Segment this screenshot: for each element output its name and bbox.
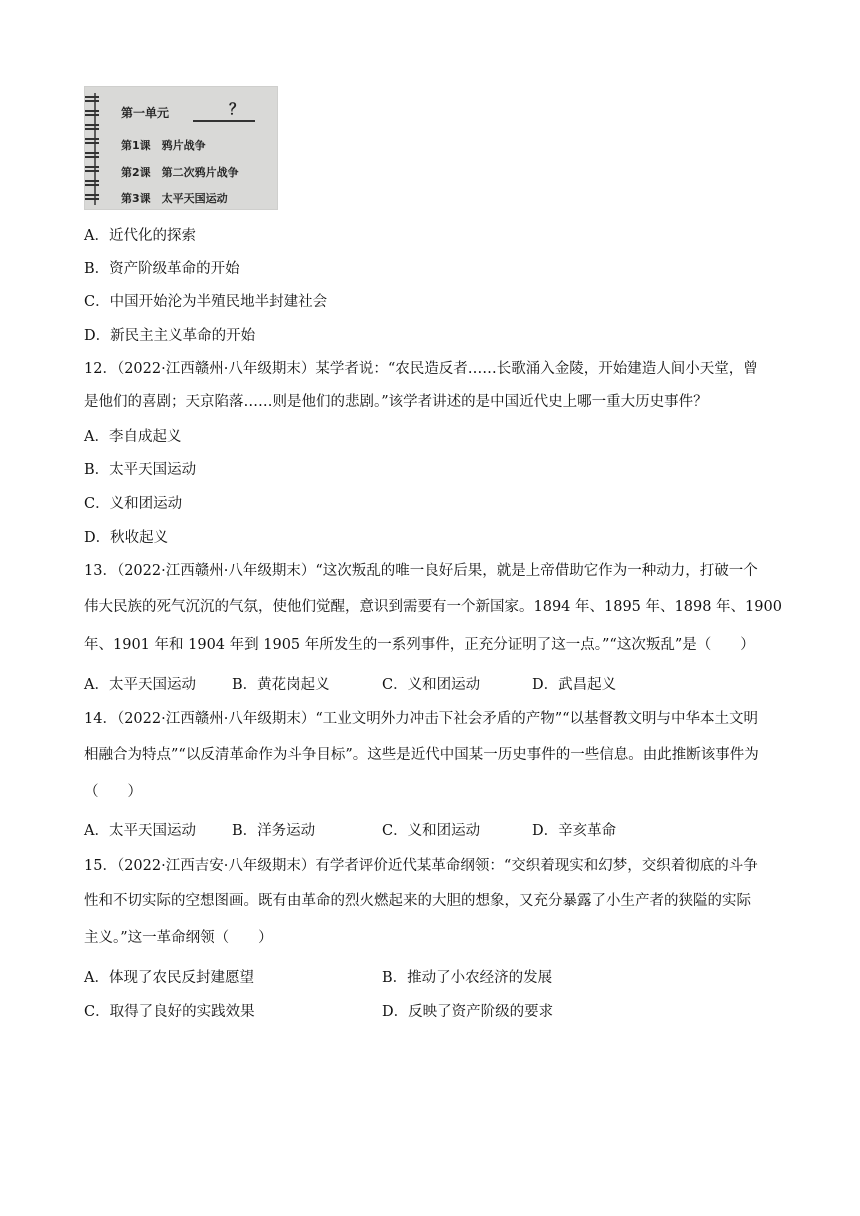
q13-stem-line1: 13．（2022·江西赣州·八年级期末）“这次叛乱的唯一良好后果，就是上帝借助它作为一种动力，打破一个 — [84, 563, 758, 579]
q12-option-a: A．李自成起义 — [84, 429, 182, 445]
q11-option-c: C．中国开始沦为半殖民地半封建社会 — [84, 294, 328, 310]
q12-stem-line2: 是他们的喜剧；天京陷落……则是他们的悲剧。”该学者讲述的是中国近代史上哪一重大历史事件？ — [84, 394, 708, 410]
q14-stem-line1: 14．（2022·江西赣州·八年级期末）“工业文明外力冲击下社会矛盾的产物”“以基督教文明与中华本土文明 — [84, 711, 759, 727]
q12-option-c: C．义和团运动 — [84, 496, 183, 512]
q13-option-d: D．武昌起义 — [532, 677, 617, 693]
lesson-1: 第1课 鸦片战争 — [121, 139, 206, 152]
q14-option-b: B．洋务运动 — [232, 823, 316, 839]
q13-stem-line2: 伟大民族的死气沉沉的气氛，使他们觉醒，意识到需要有一个新国家。1894 年、1895 年、1898 年、1900 — [84, 599, 782, 615]
lesson-2: 第2课 第二次鸦片战争 — [121, 166, 239, 179]
q15-stem-line3: 主义。”这一革命纲领（ ） — [84, 930, 273, 946]
unit-blank: ？ — [229, 100, 245, 118]
q15-option-c: C．取得了良好的实践效果 — [84, 1004, 255, 1020]
q14-stem-line2: 相融合为特点”“以反清革命作为斗争目标”。这些是近代中国某一历史事件的一些信息。由此推断该事件为 — [84, 747, 759, 763]
q13-option-c: C．义和团运动 — [382, 677, 481, 693]
q15-option-d: D．反映了资产阶级的要求 — [382, 1004, 554, 1020]
spiral-binding-icon — [81, 91, 103, 207]
q11-option-a: A．近代化的探索 — [84, 228, 196, 244]
q13-stem-line3: 年、1901 年和 1904 年到 1905 年所发生的一系列事件，正充分证明了这一点。”“这次叛乱”是（ ） — [84, 637, 755, 653]
notebook-image — [84, 86, 278, 210]
q12-stem-line1: 12．（2022·江西赣州·八年级期末）某学者说：“农民造反者……长歌涌入金陵，开始建造人间小天堂，曾 — [84, 361, 758, 377]
lesson-3: 第3课 太平天国运动 — [121, 192, 228, 205]
q15-option-a: A．体现了农民反封建愿望 — [84, 970, 254, 986]
q14-option-a: A．太平天国运动 — [84, 823, 196, 839]
q15-stem-line1: 15．（2022·江西吉安·八年级期末）有学者评价近代某革命纲领：“交织着现实和幻梦，交织着彻底的斗争 — [84, 858, 758, 874]
q12-option-b: B．太平天国运动 — [84, 462, 197, 478]
unit-title: 第一单元 — [121, 106, 170, 120]
blank-underline — [193, 120, 255, 122]
q11-option-d: D．新民主主义革命的开始 — [84, 328, 256, 344]
q11-option-b: B．资产阶级革命的开始 — [84, 261, 240, 277]
q15-option-b: B．推动了小农经济的发展 — [382, 970, 553, 986]
q13-option-a: A．太平天国运动 — [84, 677, 196, 693]
q13-option-b: B．黄花岗起义 — [232, 677, 330, 693]
q14-option-d: D．辛亥革命 — [532, 823, 617, 839]
q15-stem-line2: 性和不切实际的空想图画。既有由革命的烈火燃起来的大胆的想象，又充分暴露了小生产者的狭隘的实际 — [84, 893, 751, 909]
q14-stem-line3: （ ） — [84, 784, 142, 800]
q14-option-c: C．义和团运动 — [382, 823, 481, 839]
q12-option-d: D．秋收起义 — [84, 530, 169, 546]
